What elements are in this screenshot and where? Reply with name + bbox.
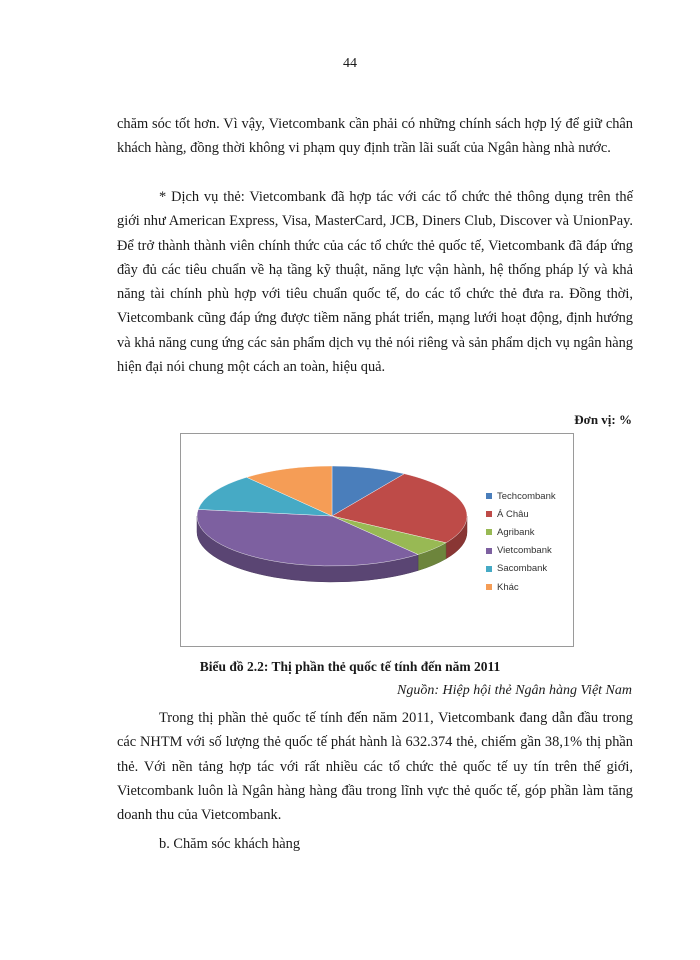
chart-frame	[180, 433, 574, 647]
paragraph-market-share: Trong thị phần thẻ quốc tế tính đến năm 2011, Vietcombank đang dẫn đầu trong các NHTM với số lượng thẻ quốc tế phát hành là 632.374 thẻ, chiếm gần 38,1% thị phần thẻ. Với nền tảng hợp tác với rất nhiều các tổ chức thẻ quốc tế uy tín trên thế giới, Vietcombank luôn là Ngân hàng hàng đầu trong lĩnh vực thẻ quốc tế, góp phần làm tăng doanh thu của Vietcombank.	[117, 710, 633, 824]
legend-swatch	[486, 548, 492, 554]
section-heading-customer-care: b. Chăm sóc khách hàng	[159, 836, 301, 852]
legend-swatch	[486, 529, 492, 535]
legend-item-agribank	[486, 525, 535, 539]
legend-swatch	[486, 566, 492, 572]
paragraph-1: chăm sóc tốt hơn. Vì vậy, Vietcombank cần phải có những chính sách hợp lý để giữ chân khách hàng, đồng thời không vi phạm quy định trần lãi suất của Ngân hàng nhà nước.	[117, 116, 633, 157]
legend-swatch	[486, 584, 492, 590]
chart-source: Nguồn: Hiệp hội thẻ Ngân hàng Việt Nam	[397, 683, 632, 698]
pie-chart	[181, 434, 573, 646]
legend-label: Khác	[497, 581, 519, 593]
legend-label: Á Châu	[497, 508, 529, 520]
legend-item-khc	[486, 580, 519, 594]
legend-label: Techcombank	[497, 490, 556, 502]
legend-item-chu	[486, 507, 529, 521]
chart-caption: Biểu đồ 2.2: Thị phần thẻ quốc tế tính đến năm 2011	[199, 659, 501, 674]
legend-label: Sacombank	[497, 563, 548, 575]
legend-item-vietcombank	[486, 544, 552, 558]
legend-swatch	[486, 493, 492, 499]
legend-item-sacombank	[486, 562, 547, 576]
legend-item-techcombank	[486, 489, 556, 503]
paragraph-card-services: * Dịch vụ thẻ: Vietcombank đã hợp tác với các tổ chức thẻ thông dụng trên thế giới như American Express, Visa, MasterCard, JCB, Diners Club, Discover và UnionPay. Để trở thành thành viên chính thức của các tổ chức thẻ quốc tế, Vietcombank đã đáp ứng đầy đủ các tiêu chuẩn về hạ tầng kỹ thuật, năng lực vận hành, hệ thống pháp lý và khả năng tài chính phù hợp với tiêu chuẩn quốc tế, do các tổ chức thẻ đưa ra. Đồng thời, Vietcombank cũng đáp ứng được tiềm năng phát triển, mạng lưới hoạt động, định hướng và khả năng cung ứng các sản phẩm dịch vụ thẻ nói riêng và sản phẩm dịch vụ ngân hàng hiện đại nói chung một cách an toàn, hiệu quả.	[117, 189, 633, 376]
page-number: 44	[343, 56, 357, 71]
legend-label: Vietcombank	[497, 545, 552, 557]
legend-label: Agribank	[497, 526, 535, 538]
unit-label: Đơn vị: %	[574, 412, 632, 427]
legend-swatch	[486, 511, 492, 517]
